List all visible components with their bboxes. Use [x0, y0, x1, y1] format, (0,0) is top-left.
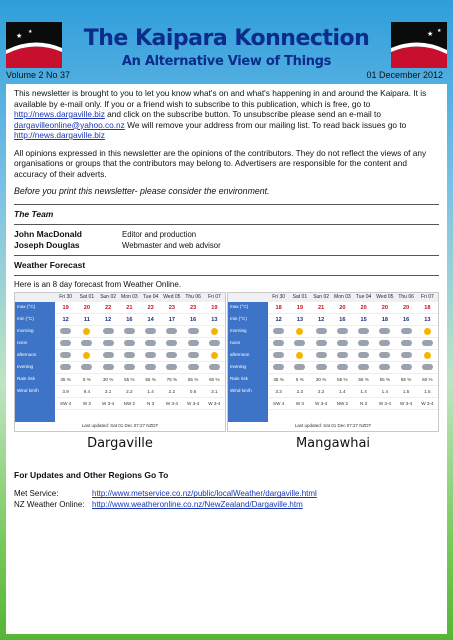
forecast-cell: 60 % — [209, 376, 220, 382]
subscribe-link[interactable]: http://news.dargaville.biz — [14, 109, 105, 120]
forecast-cell: NW 2 — [123, 400, 136, 406]
svg-text:★: ★ — [16, 32, 23, 40]
weather-icon — [119, 350, 140, 361]
min-temp-row — [268, 314, 438, 326]
forecast-cell: 55 % — [358, 376, 369, 382]
forecast-cell: W 3 — [82, 400, 91, 406]
weather-icon — [396, 326, 417, 337]
forecast-row-label: evening — [230, 363, 247, 369]
email-link[interactable]: dargavilleonline@yahoo.co.nz — [14, 119, 125, 130]
content-panel — [6, 84, 447, 634]
member-role: Webmaster and web advisor — [122, 241, 221, 251]
forecast-cell: 1.4 — [147, 388, 154, 394]
forecast-row-label: afternoon — [230, 351, 250, 357]
back-issues-link[interactable]: http://news.dargaville.biz — [14, 130, 105, 141]
weather-icon — [268, 350, 289, 361]
weather-icon — [76, 326, 97, 337]
divider — [14, 255, 439, 256]
weather-icon — [396, 338, 417, 349]
forecast-cell: 5 % — [295, 376, 304, 382]
intro-text: This newsletter is brought to you to let you know what's on and what's happening in and around the Kaipara. It is available by e-mail only. If you or a friend wish to subscribe to this publication, which is free, go to — [14, 88, 427, 109]
forecast-day: Tue 04 — [355, 293, 372, 300]
forecast-day: Sat 01 — [79, 293, 95, 300]
weather-icon — [374, 362, 395, 373]
forecast-cell: W 3-4 — [165, 400, 178, 406]
forecast-cell: 1.4 — [381, 388, 389, 394]
forecast-day-header — [15, 293, 225, 302]
link-label: NZ Weather Online: — [14, 500, 85, 510]
weather-icon — [76, 338, 97, 349]
weather-icon — [161, 338, 182, 349]
forecast-day: Mon 03 — [334, 293, 351, 300]
forecast-row-label: min (°C) — [17, 315, 34, 321]
forecast-cell: 23 — [168, 304, 175, 311]
forecast-cell: 15 — [360, 316, 367, 323]
wind-row — [268, 398, 438, 410]
forecast-cell: 12 — [275, 316, 282, 323]
weather-icon — [289, 350, 310, 361]
forecast-row-label: min (°C) — [230, 315, 247, 321]
forecast-day: Sun 02 — [100, 293, 117, 300]
weather-icon — [311, 350, 332, 361]
min-temp-row — [55, 314, 225, 326]
intro-text: and click on the subscribe button. To unsubscribe please send an e-mail to — [104, 109, 381, 120]
svg-text:★: ★ — [437, 28, 442, 34]
weather-icon-row — [55, 338, 225, 350]
rain-risk-row — [268, 374, 438, 386]
forecast-row-label: Wind km/h — [17, 387, 39, 393]
weatheronline-link[interactable]: http://www.weatheronline.co.nz/NewZealand/Dargaville.htm — [92, 500, 303, 510]
weather-icon — [353, 362, 374, 373]
forecast-cell: 16 — [339, 316, 346, 323]
team-member — [14, 229, 439, 240]
weather-icon — [140, 362, 161, 373]
forecast-day: Wed 05 — [376, 293, 394, 300]
forecast-row-label: Rain risk — [17, 375, 35, 381]
team-heading: The Team — [14, 209, 54, 220]
forecast-cell: 30 % — [102, 376, 114, 382]
forecast-day: Fri 30 — [59, 293, 73, 300]
forecast-cell: 23 — [190, 304, 197, 311]
forecast-row-label: afternoon — [17, 351, 37, 357]
weather-icon — [161, 350, 182, 361]
forecast-cell: NW 2 — [336, 400, 349, 406]
weather-intro: Here is an 8 day forecast from Weather Online. — [14, 279, 182, 289]
weather-icon — [98, 362, 119, 373]
member-name: Joseph Douglas — [14, 240, 80, 251]
forecast-cell: 55 % — [145, 376, 156, 382]
forecast-cell: 18 — [275, 304, 282, 311]
forecast-cell: 20 — [381, 304, 388, 311]
newsletter-title: The Kaipara Konnection — [83, 26, 370, 51]
forecast-cell: 9.4 — [83, 388, 91, 394]
city-name: Dargaville — [87, 435, 153, 451]
forecast-cell: 16 — [190, 316, 197, 323]
weather-icon — [204, 326, 225, 337]
forecast-cell: 1.5 — [424, 388, 431, 394]
weather-icon — [183, 350, 204, 361]
forecast-cell: 1.4 — [339, 388, 346, 394]
weather-icon — [417, 338, 438, 349]
weather-icon — [55, 326, 76, 337]
forecast-day: Sat 01 — [292, 293, 308, 300]
forecast-day: Fri 07 — [420, 293, 434, 300]
intro-text: We will remove your address from our mailing list. To read back issues go to — [124, 119, 407, 130]
forecast-cell: 55 % — [337, 376, 348, 382]
weather-icon — [396, 350, 417, 361]
weather-icon — [204, 362, 225, 373]
forecast-cell: 3.1 — [104, 388, 112, 394]
max-temp-row — [55, 302, 225, 314]
member-role: Editor and production — [122, 230, 197, 240]
weather-icon — [311, 326, 332, 337]
forecast-row-label: Rain risk — [230, 375, 248, 381]
weather-icon — [119, 326, 140, 337]
weather-icon — [268, 362, 289, 373]
forecast-cell: 17 — [168, 316, 175, 323]
weather-icon — [311, 338, 332, 349]
updates-heading: For Updates and Other Regions Go To — [14, 470, 169, 481]
forecast-cell: W 3-4 — [186, 400, 200, 406]
forecast-row-label: max (°C) — [230, 303, 249, 309]
forecast-cell: 30 % — [315, 376, 327, 382]
forecast-cell: SW 4 — [273, 400, 285, 406]
forecast-cell: 21 — [126, 304, 133, 311]
weather-icon — [353, 350, 374, 361]
divider — [14, 275, 439, 276]
forecast-day: Mon 03 — [121, 293, 138, 300]
weather-icon — [55, 350, 76, 361]
forecast-cell: W 3-4 — [314, 400, 328, 406]
forecast-row-label: morning — [230, 327, 247, 333]
forecast-row-labels — [228, 302, 268, 422]
weather-icon — [140, 350, 161, 361]
forecast-cell: 22 — [105, 304, 112, 311]
weather-icon — [332, 350, 353, 361]
forecast-cell: N 3 — [147, 400, 155, 406]
forecast-cell: SW 4 — [60, 400, 72, 406]
weather-heading: Weather Forecast — [14, 259, 86, 270]
forecast-cell: 0.5 — [189, 388, 197, 394]
weather-icon-row — [268, 362, 438, 374]
forecast-cell: 13 — [211, 316, 218, 323]
weather-icon — [374, 326, 395, 337]
forecast-cell: 2.2 — [168, 388, 176, 394]
forecast-cell: 14 — [147, 316, 154, 323]
forecast-cell: 16 — [403, 316, 410, 323]
forecast-cell: 2.2 — [126, 388, 133, 394]
sunshine-row — [55, 386, 225, 398]
weather-icon — [161, 362, 182, 373]
weather-icon — [76, 350, 97, 361]
forecast-cell: 55 % — [400, 376, 412, 382]
forecast-cell: 19 — [62, 304, 69, 311]
forecast-row-label: evening — [17, 363, 34, 369]
forecast-cell: 2.2 — [317, 388, 325, 394]
weather-icon — [332, 326, 353, 337]
forecast-cell: 35 % — [60, 376, 71, 382]
weather-icon-row — [55, 326, 225, 338]
forecast-cell: W 3-4 — [399, 400, 413, 406]
weather-icon-row — [55, 350, 225, 362]
weather-icon — [396, 362, 417, 373]
forecast-cell: 20 — [360, 304, 367, 311]
weather-icon — [140, 326, 161, 337]
max-temp-row — [268, 302, 438, 314]
weather-icon — [374, 350, 395, 361]
weather-icon — [332, 338, 353, 349]
weather-icon — [161, 326, 182, 337]
weather-icon-row — [268, 326, 438, 338]
forecast-cell: 1.4 — [360, 388, 367, 394]
weather-icon — [417, 350, 438, 361]
city-name: Mangawhai — [295, 435, 371, 451]
forecast-cell: 18 — [381, 316, 388, 323]
forecast-day: Wed 05 — [163, 293, 181, 300]
weather-icon — [183, 338, 204, 349]
forecast-cell: 55 % — [124, 376, 135, 382]
forecast-cell: 35 % — [273, 376, 284, 382]
forecast-cell: W 3-4 — [378, 400, 391, 406]
weather-icon-row — [268, 350, 438, 362]
issue-date: 01 December 2012 — [366, 70, 443, 80]
volume-number: Volume 2 No 37 — [6, 70, 71, 80]
update-link-row — [14, 489, 439, 499]
weather-icon — [204, 338, 225, 349]
forecast-cell: 3.9 — [62, 388, 69, 394]
forecast-updated: Last updated: Sat 01 Dec 07:27 NZDT — [81, 423, 159, 429]
forecast-cell: W 3-4 — [208, 400, 221, 406]
rain-risk-row — [55, 374, 225, 386]
forecast-cell: 3.1 — [211, 388, 218, 394]
forecast-row-label: noon — [230, 339, 241, 345]
weather-icon — [268, 338, 289, 349]
weather-icon — [268, 326, 289, 337]
weather-icon — [353, 326, 374, 337]
metservice-link[interactable]: http://www.metservice.co.nz/public/localWeather/dargaville.html — [92, 489, 317, 499]
weather-icon — [289, 326, 310, 337]
weather-icon-row — [55, 362, 225, 374]
update-link-row — [14, 500, 439, 510]
weather-icon — [98, 326, 119, 337]
divider — [14, 204, 439, 205]
forecast-city-labels — [14, 436, 439, 453]
forecast-cell: 13 — [296, 316, 303, 323]
link-label: Met Service: — [14, 489, 59, 499]
forecast-day: Fri 30 — [272, 293, 286, 300]
forecast-cell: 55 % — [379, 376, 391, 382]
weather-icon — [417, 362, 438, 373]
forecast-row-label: morning — [17, 327, 34, 333]
forecast-dargaville — [14, 292, 226, 432]
forecast-cell: 19 — [296, 304, 303, 311]
weather-icon — [119, 362, 140, 373]
forecast-cell: 75 % — [166, 376, 178, 382]
forecast-cell: W 3-4 — [101, 400, 115, 406]
sunshine-row — [268, 386, 438, 398]
forecast-cell: 12 — [318, 316, 325, 323]
masthead — [0, 0, 453, 84]
forecast-cell: 5 % — [82, 376, 91, 382]
forecast-row-label: Wind km/h — [230, 387, 252, 393]
weather-icon — [55, 338, 76, 349]
disclaimer-paragraph: All opinions expressed in this newsletter are the opinions of the contributors. They do not reflect the views of any organisations or groups that the contributors may belong to. Advertisers are responsible for the content and accuracy of their adverts. — [14, 147, 427, 179]
member-name: John MacDonald — [14, 229, 83, 240]
weather-icon — [98, 350, 119, 361]
forecast-cell: 19 — [211, 304, 218, 311]
wind-row — [55, 398, 225, 410]
forecast-cell: 13 — [424, 316, 431, 323]
forecast-day: Fri 07 — [207, 293, 221, 300]
weather-icon — [204, 350, 225, 361]
forecast-cell: N 3 — [360, 400, 368, 406]
weather-icon — [98, 338, 119, 349]
forecast-cell: 18 — [424, 304, 431, 311]
forecast-cell: 12 — [105, 316, 112, 323]
newsletter-subtitle: An Alternative View of Things — [121, 54, 332, 69]
environment-note: Before you print this newsletter- please consider the environment. — [14, 186, 270, 197]
forecast-day: Thu 06 — [185, 293, 201, 300]
forecast-row-label: max (°C) — [17, 303, 36, 309]
forecast-cell: 60 % — [422, 376, 433, 382]
weather-icon — [417, 326, 438, 337]
weather-icon — [140, 338, 161, 349]
forecast-cell: W 3-4 — [421, 400, 434, 406]
forecast-cell: 21 — [318, 304, 325, 311]
forecast-cell: 23 — [147, 304, 154, 311]
weather-icon — [76, 362, 97, 373]
weather-icon — [332, 362, 353, 373]
forecast-cell: 20 — [403, 304, 410, 311]
weather-icon — [289, 362, 310, 373]
forecast-cell: 1.5 — [402, 388, 410, 394]
forecast-day: Tue 04 — [142, 293, 159, 300]
weather-icon — [311, 362, 332, 373]
weather-icon — [119, 338, 140, 349]
forecast-cell: 11 — [83, 316, 90, 323]
weather-icon — [353, 338, 374, 349]
intro-paragraph — [14, 88, 439, 141]
forecast-day: Thu 06 — [398, 293, 414, 300]
forecast-cell: 12 — [62, 316, 69, 323]
forecast-cell: 3.3 — [275, 388, 282, 394]
forecast-cell: W 3 — [295, 400, 304, 406]
team-member — [14, 240, 439, 251]
svg-text:★: ★ — [427, 30, 434, 38]
weather-icon-row — [268, 338, 438, 350]
forecast-row-label: noon — [17, 339, 28, 345]
weather-icon — [183, 362, 204, 373]
weather-icon — [374, 338, 395, 349]
forecast-day-header — [228, 293, 438, 302]
divider — [14, 224, 439, 225]
weather-icon — [289, 338, 310, 349]
weather-icon — [55, 362, 76, 373]
forecast-tables — [14, 292, 439, 432]
forecast-mangawhai — [227, 292, 439, 432]
forecast-day: Sun 02 — [313, 293, 330, 300]
forecast-cell: 20 — [83, 304, 90, 311]
forecast-cell: 55 % — [187, 376, 199, 382]
forecast-row-labels — [15, 302, 55, 422]
forecast-cell: 16 — [126, 316, 133, 323]
forecast-updated: Last updated: Sat 01 Dec 07:27 NZDT — [294, 423, 372, 429]
weather-icon — [183, 326, 204, 337]
svg-text:★: ★ — [28, 29, 33, 35]
forecast-cell: 2.3 — [296, 388, 304, 394]
forecast-cell: 20 — [339, 304, 346, 311]
